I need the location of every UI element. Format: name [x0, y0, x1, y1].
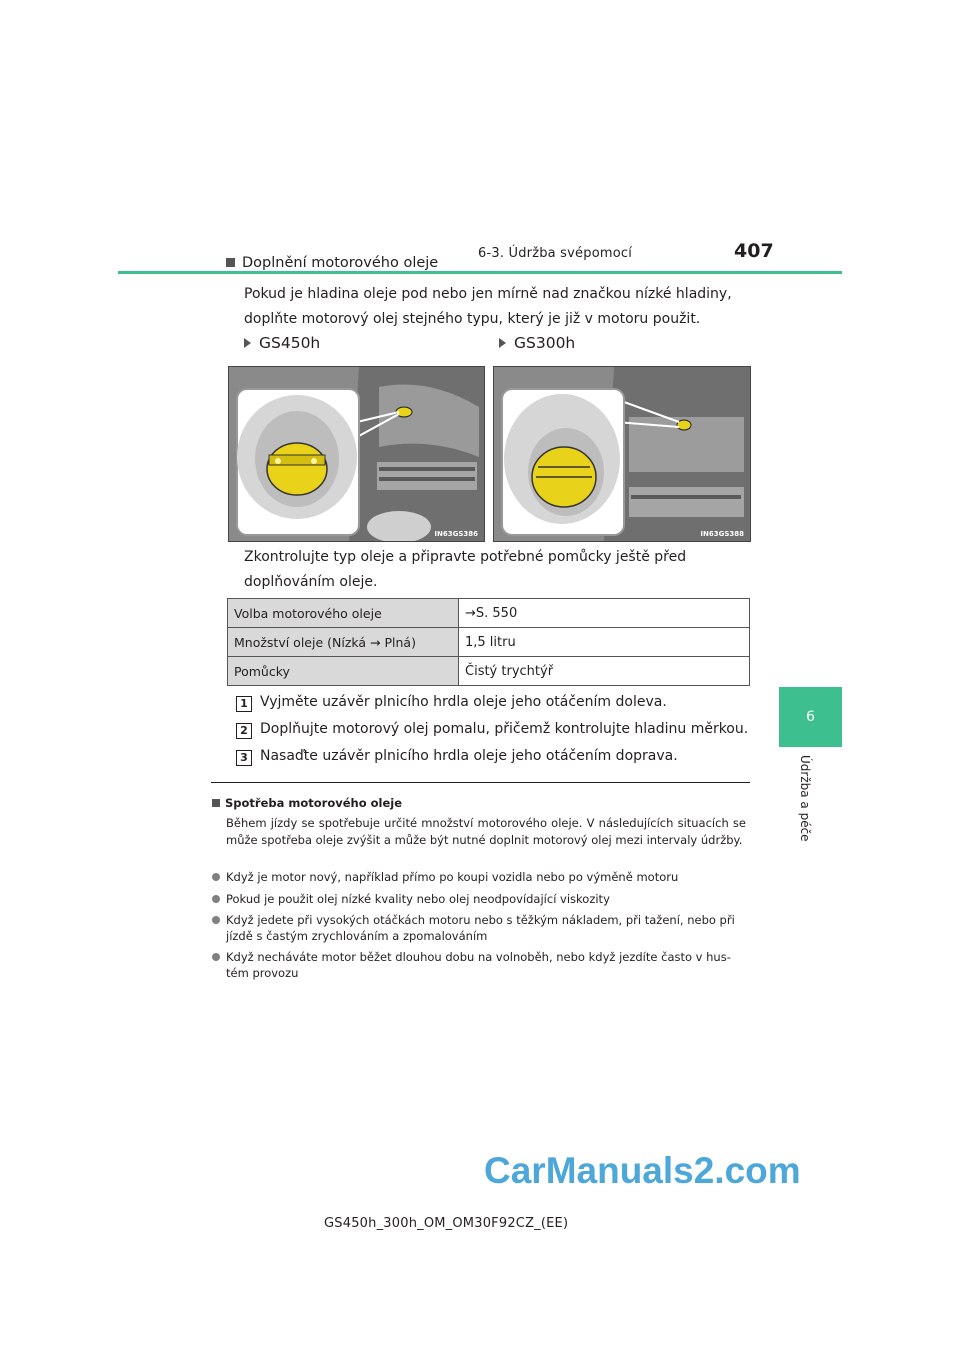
- page-number: 407: [734, 240, 774, 262]
- section-intro: Pokud je hladina oleje pod nebo jen mírně nad značkou nízké hladiny, doplňte motorový olej stejného typu, který je již v motoru použit.: [244, 286, 732, 327]
- note-paragraph: Během jízdy se spotřebuje určité množství motorového oleje. V následujících situacích se může spotřeba oleje zvýšit a může být nutné doplnit motorový olej mezi intervaly údržby.: [226, 816, 746, 847]
- list-item: Pokud je použit olej nízké kvality nebo olej neodpovídající viskozity: [212, 891, 748, 909]
- bullet-dot-icon: [212, 953, 220, 961]
- bullet-dot-icon: [212, 873, 220, 881]
- header-section-title: 6-3. Údržba svépomocí: [478, 246, 633, 261]
- table-label: Pomůcky: [228, 657, 459, 686]
- figure-code: IN63GS388: [700, 530, 744, 538]
- step-text: Doplňujte motorový olej pomalu, přičemž kontrolujte hladinu měrkou.: [260, 721, 749, 737]
- variant-label-gs300h: GS300h: [499, 334, 575, 352]
- table-row: [228, 599, 750, 628]
- oil-info-table: [227, 598, 750, 686]
- check-instruction: Zkontrolujte typ oleje a připravte potřebné pomůcky ještě před doplňováním oleje.: [244, 549, 687, 590]
- engine-oil-cap-illustration-icon: [229, 367, 484, 541]
- footer-manual-code: GS450h_300h_OM_OM30F92CZ_(EE): [324, 1216, 569, 1231]
- table-row: [228, 657, 750, 686]
- figure-gs450h-oil-cap: [228, 366, 485, 542]
- figure-code: IN63GS386: [434, 530, 478, 538]
- table-value: →S. 550: [459, 599, 750, 628]
- bullet-dot-icon: [212, 916, 220, 924]
- step-number: 1: [236, 696, 252, 712]
- bullet-dot-icon: [212, 895, 220, 903]
- header-rule: [118, 271, 842, 274]
- engine-oil-cap-illustration-icon: [494, 367, 750, 541]
- watermark: CarManuals2.com: [484, 1150, 801, 1191]
- square-bullet-icon: [226, 258, 235, 267]
- section-heading-text: Doplnění motorového oleje: [242, 255, 439, 271]
- list-item: Když je motor nový, například přímo po koupi vozidla nebo po výměně motoru: [212, 869, 748, 887]
- step-number: 3: [236, 750, 252, 766]
- step-text: Nasaďte uzávěr plnicího hrdla oleje jeho otáčením doprava.: [260, 748, 678, 764]
- variant-label-gs450h: GS450h: [244, 334, 320, 352]
- table-label: Množství oleje (Nízká → Plná): [228, 628, 459, 657]
- chapter-tab: 6: [779, 687, 842, 747]
- figure-gs300h-oil-cap: [493, 366, 751, 542]
- table-row: [228, 628, 750, 657]
- table-value: 1,5 litru: [459, 628, 750, 657]
- table-value: Čistý trychtýř: [459, 657, 750, 686]
- table-label: Volba motorového oleje: [228, 599, 459, 628]
- divider: [211, 782, 750, 783]
- square-bullet-icon: [212, 799, 220, 807]
- section-heading: [226, 255, 438, 271]
- list-item: Když jedete při vysokých otáčkách motoru nebo s těžkým nákladem, při tažení, nebo při jízdě s častým zrychlováním a zpomalováním: [212, 912, 748, 946]
- list-item: Když necháváte motor běžet dlouhou dobu na volnoběh, nebo když jezdíte často v hus-tém provozu: [212, 949, 748, 983]
- triangle-marker-icon: [244, 338, 251, 348]
- triangle-marker-icon: [499, 338, 506, 348]
- step-text: Vyjměte uzávěr plnicího hrdla oleje jeho otáčením doleva.: [260, 694, 667, 710]
- note-heading: Spotřeba motorového oleje: [212, 796, 402, 810]
- chapter-title: Údržba a péče: [798, 755, 812, 842]
- step-number: 2: [236, 723, 252, 739]
